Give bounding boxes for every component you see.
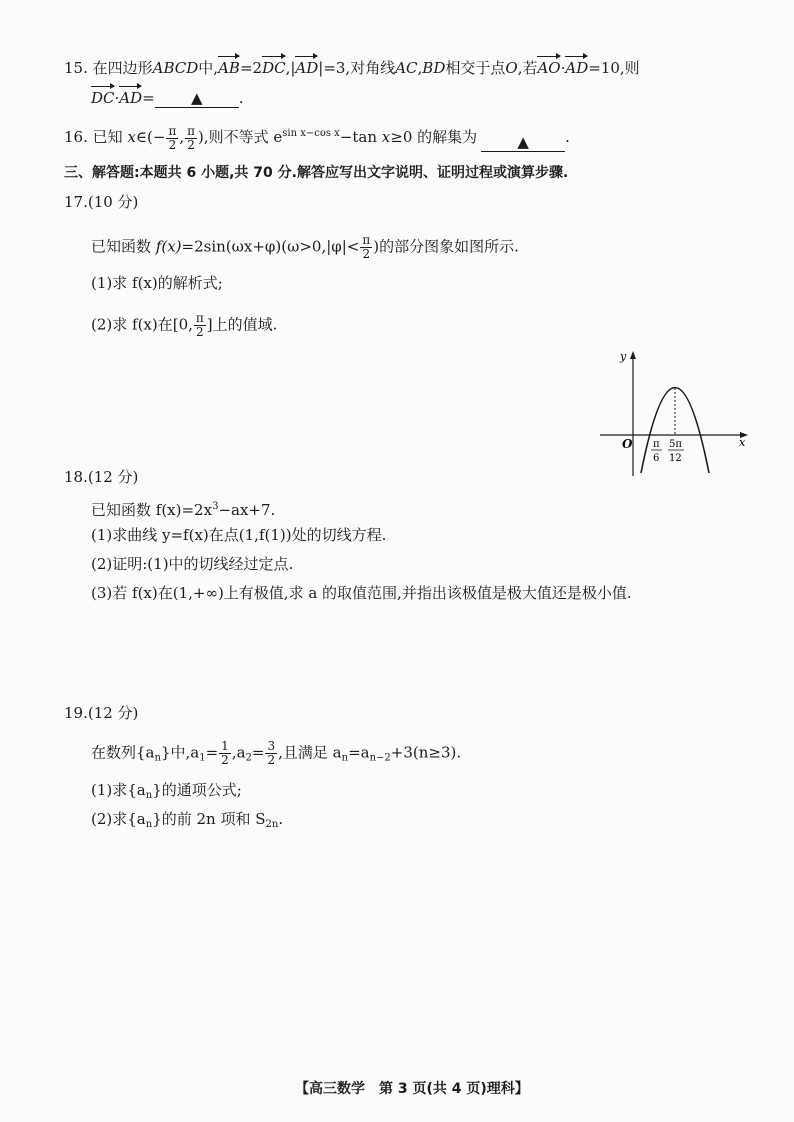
frac-num: π	[187, 123, 195, 138]
fraction-1-2	[219, 740, 231, 767]
q15-number: 15.	[64, 59, 88, 77]
blank-triangle: ▲	[190, 89, 203, 107]
sub-n-minus-2: n−2	[369, 752, 391, 764]
q15-text: 在四边形	[92, 59, 153, 77]
q19-number: 19.(12 分)	[64, 704, 139, 722]
vector-ad: AD	[295, 59, 319, 77]
q15-eq: =	[142, 89, 155, 107]
q15-text: ,若	[517, 59, 538, 77]
fraction-3-2	[265, 740, 277, 767]
section-heading: 三、解答题:本题共 6 小题,共 70 分.解答应写出文字说明、证明过程或演算步骤.	[64, 165, 569, 181]
q16-line	[64, 124, 570, 152]
q16-number: 16.	[64, 128, 88, 146]
q17-text: )的部分图象如图所示.	[373, 237, 519, 256]
page-footer: 【高三数学 第 3 页(共 4 页)理科】	[295, 1081, 529, 1097]
q19-text: (2)求{a	[91, 810, 146, 828]
q19-stem	[91, 740, 461, 769]
q19-text: =	[205, 743, 219, 762]
frac-den: 2	[362, 247, 371, 261]
q19-text: +3(n≥3).	[390, 743, 462, 762]
q15-dot: ·	[114, 89, 120, 107]
q18-part1: (1)求曲线 y=f(x)在点(1,f(1))处的切线方程.	[91, 526, 387, 544]
q19-text: =a	[348, 743, 370, 762]
x-axis-label: x	[739, 436, 746, 449]
sub-1: 1	[199, 752, 206, 764]
answer-blank[interactable]	[155, 89, 239, 108]
q16-text: −tan	[339, 128, 378, 146]
frac-den: 2	[168, 137, 177, 152]
q16-exponent: sin x−cos x	[282, 128, 340, 139]
blank-triangle: ▲	[517, 132, 529, 151]
vector-ao: AO	[537, 59, 561, 77]
frac-num: 1	[221, 739, 229, 753]
q15-diag-ac: AC	[395, 59, 418, 77]
q17-number: 17.(10 分)	[64, 193, 139, 211]
q17-text: 已知函数	[91, 237, 152, 256]
q16-text: ≥0 的解集为	[390, 128, 478, 146]
frac-num: π	[195, 311, 204, 325]
q19-text: .	[278, 810, 284, 828]
q15-text: 相交于点	[445, 59, 506, 77]
vector-ad: AD	[565, 59, 589, 77]
fraction-pi-2	[360, 234, 372, 261]
q15-text: ,	[417, 59, 423, 77]
tick-5pi12-num: 5π	[669, 439, 682, 450]
q19-text: }中,a	[160, 743, 200, 762]
q15-text: ,|	[285, 59, 296, 77]
answer-blank[interactable]	[481, 133, 565, 152]
sub-n: n	[145, 819, 153, 830]
q19-text: ,且满足 a	[278, 743, 342, 762]
sub-n: n	[154, 752, 161, 764]
frac-den: 2	[196, 325, 204, 339]
fraction-pi-2	[166, 125, 178, 152]
q17-part2	[91, 312, 277, 339]
frac-den: 2	[267, 753, 276, 767]
q16-text: ∈(−	[135, 128, 166, 146]
q17-text: ]上的值域.	[206, 315, 278, 334]
q17-stem	[91, 234, 519, 261]
frac-num: π	[362, 233, 371, 247]
q19-text: }的通项公式;	[152, 781, 242, 799]
q16-var: x	[127, 128, 136, 146]
q15-dot: ·	[560, 59, 566, 77]
q15-quad: ABCD	[152, 59, 199, 77]
q17-text: (2)求 f(x)在[0,	[91, 315, 193, 334]
vector-dc: DC	[262, 59, 286, 77]
q19-text: ,a	[231, 743, 246, 762]
q18-text: −ax+7.	[218, 501, 276, 519]
q15-text: =2	[239, 59, 263, 77]
q19-part2	[91, 809, 283, 835]
tick-pi6-den: 6	[653, 453, 660, 464]
frac-den: 2	[221, 753, 229, 767]
q19-part1	[91, 780, 242, 806]
y-axis-arrow	[630, 351, 636, 359]
tick-pi6-num: π	[653, 439, 660, 450]
q15-text: |=3,对角线	[318, 59, 396, 77]
q18-text: 已知函数 f(x)=2x	[91, 501, 213, 519]
q16-end: .	[565, 128, 570, 146]
sub-2n: 2n	[265, 819, 279, 830]
tick-5pi12-den: 12	[669, 453, 682, 464]
fraction-pi-2	[194, 312, 206, 339]
q17-text: =2sin(ωx+φ)(ω>0,|φ|<	[181, 237, 360, 256]
q18-exponent: 3	[212, 501, 219, 512]
q19-text: =	[251, 743, 265, 762]
frac-den: 2	[187, 137, 195, 152]
sine-graph-figure	[596, 348, 756, 478]
q16-text: 已知	[92, 128, 123, 146]
q15-text: 中,	[198, 59, 219, 77]
q18-part2: (2)证明:(1)中的切线经过定点.	[91, 555, 294, 573]
q19-text: (1)求{a	[91, 781, 146, 799]
sub-n: n	[341, 752, 349, 764]
q15-end: .	[238, 89, 244, 107]
vector-dc: DC	[91, 89, 115, 107]
q18-number: 18.(12 分)	[64, 468, 139, 486]
q19-text: }的前 2n 项和 S	[152, 810, 266, 828]
q15-diag-bd: BD	[422, 59, 446, 77]
q15-text: =10,则	[588, 59, 640, 77]
frac-num: π	[168, 123, 177, 138]
q17-part1: (1)求 f(x)的解析式;	[91, 274, 223, 292]
sub-2: 2	[245, 752, 252, 764]
frac-num: 3	[267, 739, 276, 753]
origin-label: O	[622, 437, 633, 451]
q16-comma: ,	[179, 128, 185, 146]
q15-point-o: O	[505, 59, 518, 77]
q15-line1	[64, 58, 640, 78]
q18-part3: (3)若 f(x)在(1,+∞)上有极值,求 a 的取值范围,并指出该极值是极大值还是极小值.	[91, 584, 632, 602]
q17-func: f(x)	[155, 237, 182, 256]
q16-var: x	[381, 128, 391, 146]
vector-ab: AB	[218, 59, 240, 77]
vector-ad: AD	[119, 89, 143, 107]
fraction-pi-2	[185, 125, 197, 152]
q18-stem	[91, 497, 275, 520]
q19-text: 在数列{a	[91, 743, 155, 762]
sub-n: n	[145, 790, 153, 801]
q15-line2	[91, 88, 244, 108]
y-axis-label: y	[620, 350, 627, 363]
q16-text: ),则不等式 e	[198, 128, 283, 146]
